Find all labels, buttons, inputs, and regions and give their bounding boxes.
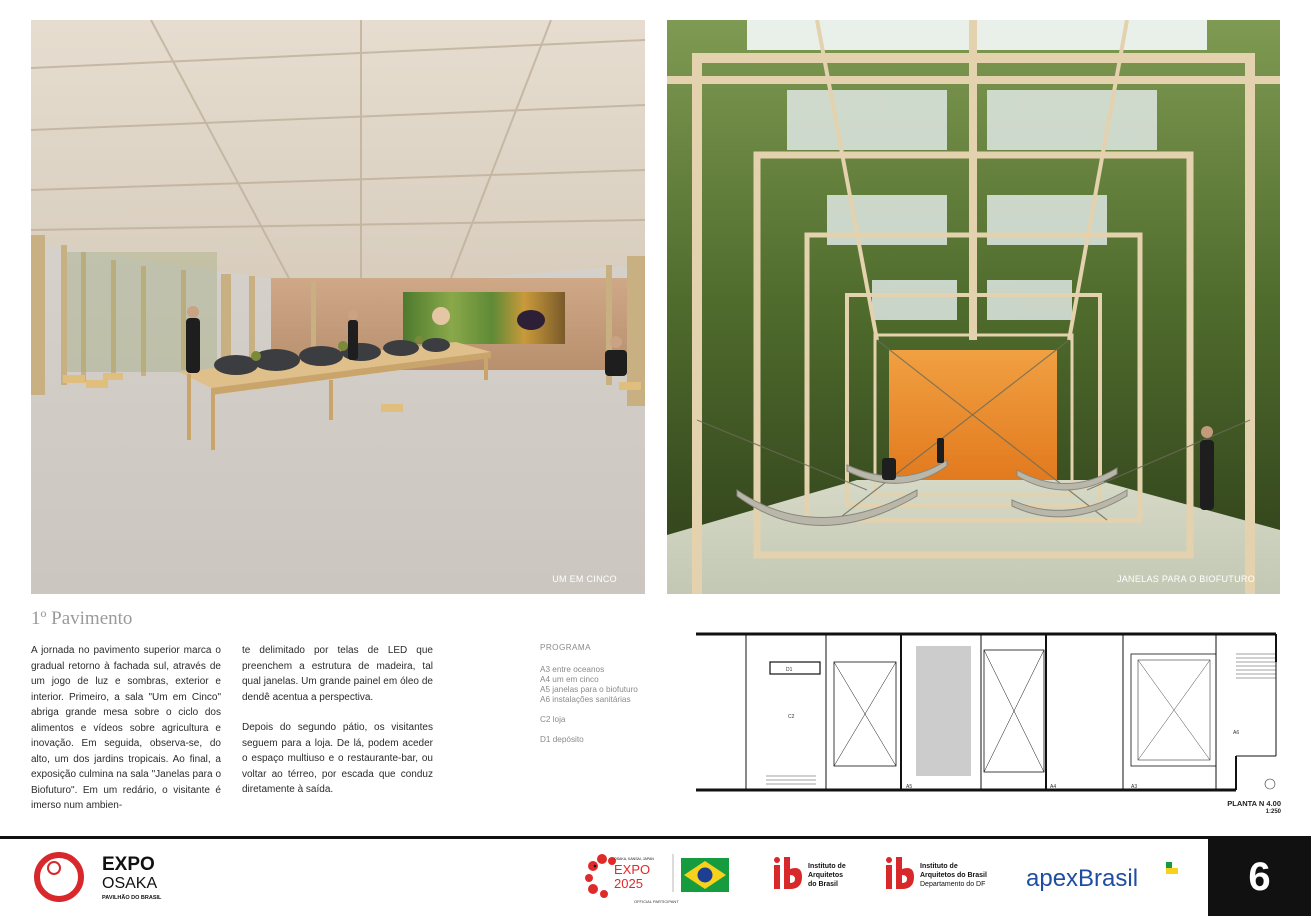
plan-label-a3: A3 — [1131, 784, 1138, 790]
render-caption-right: JANELAS PARA O BIOFUTURO — [1116, 574, 1255, 584]
expo-osaka-pavilion: PAVILHÃO DO BRASIL — [102, 895, 162, 901]
interior-render-image — [31, 20, 645, 594]
programa-item: C2 loja — [540, 715, 566, 724]
expo-2025-location: OSAKA, KANSAI, JAPAN — [614, 857, 654, 861]
expo-osaka-logo — [30, 848, 170, 908]
iab-df-logo — [884, 855, 1014, 895]
expo-2025-year: 2025 — [614, 876, 643, 891]
section-title: 1º Pavimento — [31, 608, 133, 629]
iab-line-1: Instituto de — [808, 863, 846, 870]
description-column-1: A jornada no pavimento superior marca o gradual retorno à fachada sul, através de um jogo de luz e sombras, exterior e interior. Primeiro, a sala "Um em Cinco" abriga grande mesa sobre o ciclo dos alimentos e vídeos sobre agricultura e inovação. Em seguida, observa-se, do alto, um dos jardins tropicais. Ao final, a exposição culmina na sala "Janelas para o Biofuturo". Em um redário, o visitante é imerso num ambien- — [31, 645, 221, 811]
render-um-em-cinco — [31, 20, 645, 594]
floor-plan — [676, 606, 1286, 818]
apex-brasil-logo — [1026, 858, 1186, 898]
official-participant: OFFICIAL PARTICIPANT — [634, 899, 679, 904]
programa-item: A4 um em cinco — [540, 675, 599, 684]
footer-divider — [0, 836, 1311, 839]
programa-item: D1 depósito — [540, 735, 584, 744]
plan-title: PLANTA N 4.00 — [1227, 799, 1281, 808]
expo-osaka-title: EXPO — [102, 854, 155, 875]
description-column-2 — [242, 643, 433, 798]
expo-2025-logo-mark — [584, 852, 734, 908]
hammock-render-image — [667, 20, 1280, 594]
programa-item: A3 entre oceanos — [540, 665, 605, 674]
description-paragraph-1: te delimitado por telas de LED que preenchem a estrutura de madeira, tal qual janelas. Um grande painel em óleo de dendê acentua a perspectiva. — [242, 645, 433, 703]
iab-df-line-2: Arquitetos do Brasil — [920, 872, 987, 879]
plan-label-c2: C2 — [788, 714, 795, 720]
programa-group-a — [540, 665, 660, 705]
iab-df-logo-mark — [884, 855, 1014, 895]
plan-label-d1: D1 — [786, 667, 793, 673]
floor-plan-drawing — [676, 606, 1286, 818]
plan-scale: 1:250 — [1265, 809, 1281, 815]
plan-title-block — [1190, 799, 1281, 817]
programa-group-d — [540, 735, 660, 745]
page-number: 6 — [1208, 839, 1311, 916]
iab-line-3: do Brasil — [808, 881, 838, 888]
iab-df-line-1: Instituto de — [920, 863, 958, 870]
programa-title: PROGRAMA — [540, 643, 591, 652]
render-caption-left: UM EM CINCO — [552, 574, 617, 584]
plan-label-a6: A6 — [1233, 730, 1240, 736]
apex-brasil-logo-mark — [1026, 858, 1186, 898]
apex-brasil-wordmark: apexBrasil — [1026, 865, 1139, 892]
iab-logo — [772, 855, 872, 895]
expo-2025-logo — [584, 852, 734, 908]
expo-osaka-subtitle: OSAKA — [102, 875, 158, 892]
plan-label-a5: A5 — [906, 784, 913, 790]
expo-2025-word: EXPO — [614, 862, 651, 877]
iab-line-2: Arquitetos — [808, 872, 843, 879]
expo-ring-icon — [37, 855, 81, 899]
iab-logo-mark — [772, 855, 872, 895]
expo-osaka-logo-mark — [30, 848, 170, 908]
render-janelas-biofuturo — [667, 20, 1280, 594]
description-paragraph-2: Depois do segundo pátio, os visitantes seguem para a loja. De lá, podem aceder o espaço multiuso e o restaurante-bar, ou voltar ao térreo, por escada que conduz diretamente à saída. — [242, 722, 433, 795]
north-arrow-icon — [1265, 779, 1275, 789]
programa-group-c — [540, 715, 660, 725]
programa-item: A5 janelas para o biofuturo — [540, 685, 638, 694]
iab-df-line-3: Departamento do DF — [920, 881, 986, 888]
programa-item: A6 instalações sanitárias — [540, 695, 631, 704]
programa-legend — [540, 643, 660, 755]
plan-label-a4: A4 — [1050, 784, 1057, 790]
